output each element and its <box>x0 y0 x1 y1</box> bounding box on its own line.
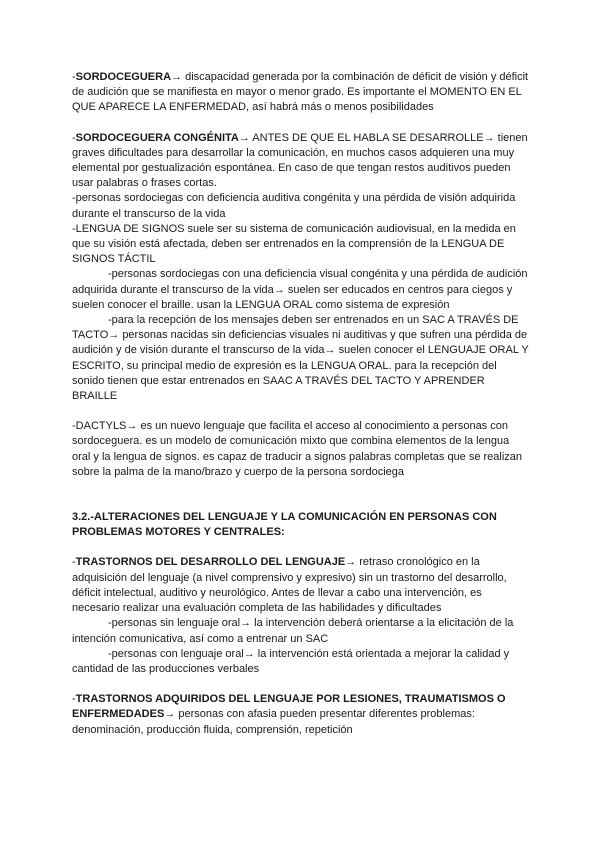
line-lengua-de-signos: -LENGUA DE SIGNOS suele ser su sistema de comunicación audiovisual, en la medida en que su visión está afectada, deben ser entrenados en la comprensión de la LENGUA DE SIGNOS TÁCTIL <box>72 222 516 266</box>
definition-trastornos-adquiridos: → personas con afasia pueden presentar diferentes problemas: denominación, producción fluida, comprensión, repetición <box>72 708 475 736</box>
paragraph-sordoceguera-congenita <box>72 131 530 192</box>
definition-trastornos-desarrollo: → retraso cronológico en la adquisición del lenguaje (a nivel comprensivo y expresivo) sin un trastorno del desarrollo, déficit intelectual, auditivo y neurológico. Antes de llevar a cabo una intervención, es necesario realizar una evaluación completa de las habilidades y dificultades <box>72 556 507 615</box>
dash: - <box>72 131 76 144</box>
line-auditiva-congenita: -personas sordociegas con deficiencia auditiva congénita y una pérdida de visión adquirida durante el transcurso de la vida <box>72 192 516 220</box>
paragraph-trastornos-adquiridos <box>72 692 530 738</box>
dash: - <box>72 693 76 706</box>
indented-recepcion-mensajes: -para la recepción de los mensajes deben ser entrenados en un SAC A TRAVÉS DE TACTO→ personas nacidas sin deficiencias visuales ni auditivas y que sufren una pérdida de audición y de visión durante el transcurso de la vida→ suelen conocer el LENGUAJE ORAL Y ESCRITO, su principal medio de expresión es la LENGUA ORAL. para la recepción del sonido tienen que estar entrenados en SAAC A TRAVÉS DEL TACTO Y APRENDER BRAILLE <box>72 314 529 403</box>
document-page <box>72 70 530 738</box>
paragraph-trastornos-desarrollo <box>72 555 530 616</box>
indented-sin-lenguaje-oral: -personas sin lenguaje oral→ la intervención deberá orientarse a la elicitación de la intención comunicativa, así como a entrenar un SAC <box>72 617 514 645</box>
term-sordoceguera-congenita: SORDOCEGUERA CONGÉNITA <box>75 131 239 144</box>
paragraph-sordoceguera <box>72 70 530 116</box>
indented-visual-congenita: -personas sordociegas con una deficiencia visual congénita y una pérdida de audición adquirida durante el transcurso de la vida→ suelen ser educados en centros para ciegos y suelen conocer el braille. usan la LENGUA ORAL como sistema de expresión <box>72 268 528 311</box>
dash: - <box>72 71 76 83</box>
definition-sordoceguera: → discapacidad generada por la combinación de déficit de visión y déficit de audición que se manifiesta en mayor o menor grado. Es importante el MOMENTO EN EL QUE APARECE LA ENFERMEDAD, así habrá más o menos posibilidades <box>72 71 529 114</box>
term-trastornos-desarrollo: TRASTORNOS DEL DESARROLLO DEL LENGUAJE <box>75 556 346 569</box>
paragraph-dactyls: -DACTYLS→ es un nuevo lenguaje que facilita el acceso al conocimiento a personas con sordoceguera. es un modelo de comunicación mixto que combina elementos de la lengua oral y la lengua de signos. es capaz de traducir a signos palabras completas que se realizan sobre la palma de la mano/brazo y cuerpo de la persona sordociega <box>72 420 523 478</box>
indented-con-lenguaje-oral: -personas con lenguaje oral→ la intervención está orientada a mejorar la calidad y cantidad de las producciones verbales <box>72 647 510 675</box>
term-trastornos-adquiridos: TRASTORNOS ADQUIRIDOS DEL LENGUAJE POR LESIONES, TRAUMATISMOS O ENFERMEDADES <box>72 693 506 721</box>
term-sordoceguera: SORDOCEGUERA <box>75 71 172 83</box>
dash: - <box>72 556 76 569</box>
section-heading: 3.2.-ALTERACIONES DEL LENGUAJE Y LA COMUNICACIÓN EN PERSONAS CON PROBLEMAS MOTORES Y CENTRALES: <box>72 511 497 539</box>
definition-sordoceguera-congenita: → ANTES DE QUE EL HABLA SE DESARROLLE→ tienen graves dificultades para desarrollar la comunicación, en muchos casos adquieren una muy elemental por gestualización espontánea. En caso de que tengan restos auditivos pueden usar palabras o frases cortas. <box>72 131 528 190</box>
